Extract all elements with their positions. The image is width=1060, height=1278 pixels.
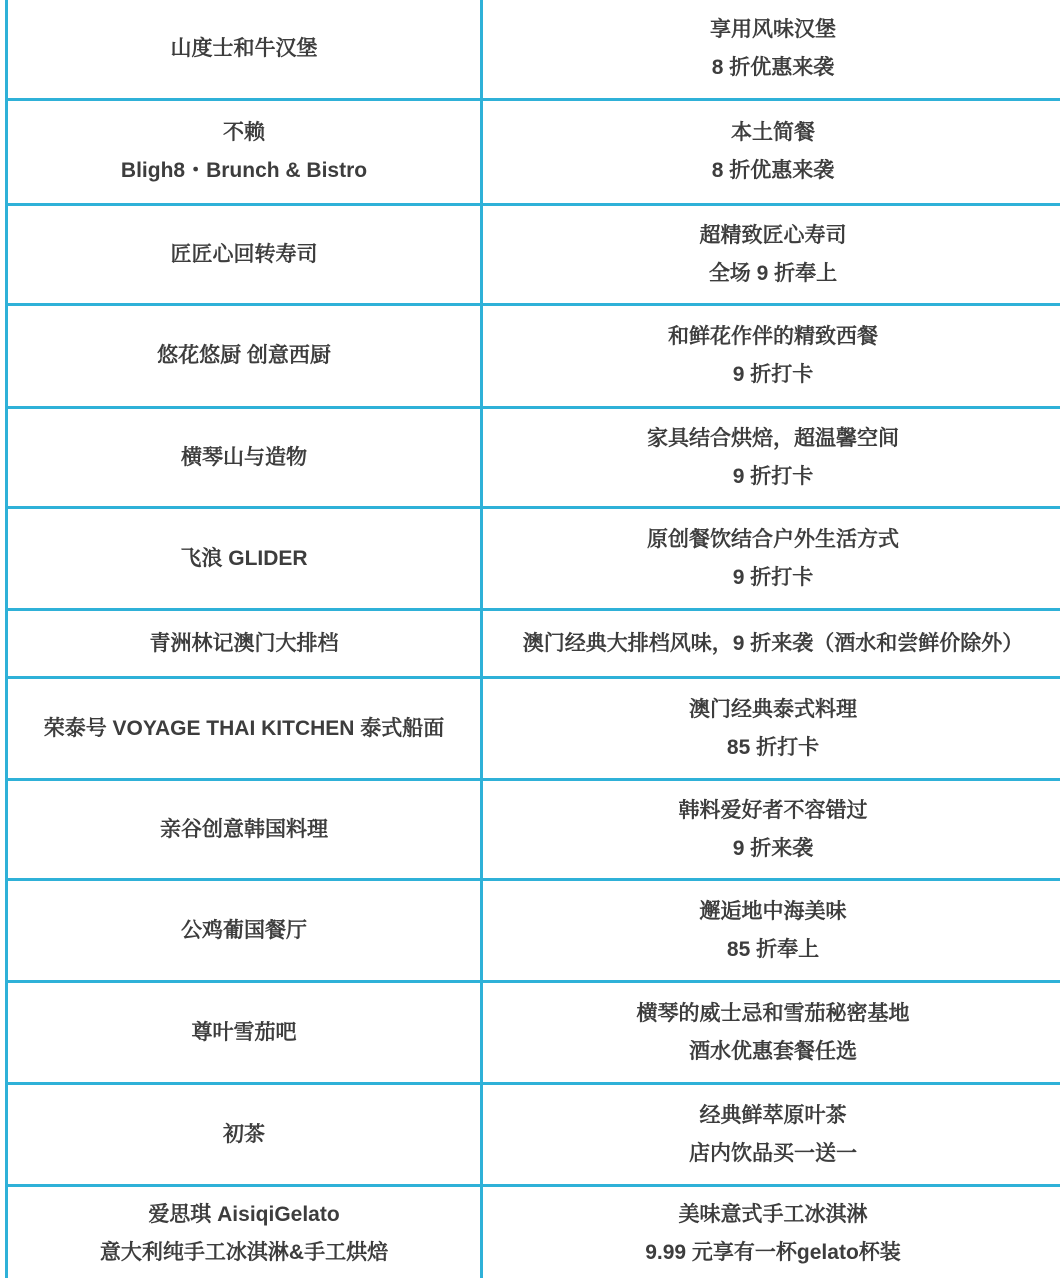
restaurant-name-line: 公鸡葡国餐厅 xyxy=(181,918,307,942)
offer-line: 9.99 元享有一杯gelato杯装 xyxy=(645,1240,901,1264)
offer-line: 85 折奉上 xyxy=(726,937,820,961)
offer-cell xyxy=(483,509,1060,608)
restaurant-name-line: 山度士和牛汉堡 xyxy=(170,37,318,60)
table-row xyxy=(8,1082,1060,1184)
restaurant-name-line: 荣泰号 VOYAGE THAI KITCHEN 泰式船面 xyxy=(43,716,445,740)
offer-line: 韩料爱好者不容错过 xyxy=(678,798,868,822)
restaurant-name-line: 横琴山与造物 xyxy=(181,445,307,469)
offer-line: 家具结合烘焙，超温馨空间 xyxy=(647,426,899,450)
offer-cell xyxy=(483,306,1060,406)
restaurant-name-line: Bligh8・Brunch & Bistro xyxy=(120,159,368,182)
table-row xyxy=(8,406,1060,506)
offer-cell xyxy=(483,679,1060,778)
restaurant-name-line: 尊叶雪茄吧 xyxy=(191,1020,297,1044)
table-row xyxy=(8,98,1060,203)
table-row xyxy=(8,0,1060,98)
offer-cell xyxy=(483,409,1060,506)
offer-cell xyxy=(483,206,1060,303)
offer-line: 超精致匠心寿司 xyxy=(699,223,847,247)
offer-cell xyxy=(483,983,1060,1082)
restaurant-name-cell xyxy=(8,881,483,980)
restaurant-name-cell xyxy=(8,409,483,506)
table-row xyxy=(8,676,1060,778)
offer-line: 享用风味汉堡 xyxy=(710,18,836,41)
restaurant-name-cell xyxy=(8,206,483,303)
table-row xyxy=(8,878,1060,980)
restaurant-name-cell xyxy=(8,781,483,878)
restaurant-name-cell xyxy=(8,509,483,608)
restaurant-name-cell xyxy=(8,1187,483,1278)
restaurant-name-line: 意大利纯手工冰淇淋&手工烘焙 xyxy=(99,1240,389,1264)
offer-line: 邂逅地中海美味 xyxy=(699,899,847,923)
offer-cell xyxy=(483,1187,1060,1278)
offer-line: 澳门经典大排档风味，9 折来袭（酒水和尝鲜价除外） xyxy=(522,631,1024,655)
offer-cell xyxy=(483,881,1060,980)
offer-line: 全场 9 折奉上 xyxy=(708,261,838,285)
restaurant-name-line: 亲谷创意韩国料理 xyxy=(160,817,328,841)
table-row xyxy=(8,203,1060,303)
restaurant-name-line: 悠花悠厨 创意西厨 xyxy=(157,344,331,367)
restaurant-name-line: 爱思琪 AisiqiGelato xyxy=(148,1202,340,1226)
offer-line: 酒水优惠套餐任选 xyxy=(689,1039,857,1063)
offer-line: 9 折来袭 xyxy=(732,836,814,860)
offer-cell xyxy=(483,0,1060,98)
table-row xyxy=(8,778,1060,878)
table-row xyxy=(8,303,1060,406)
restaurant-name-cell xyxy=(8,679,483,778)
offer-line: 横琴的威士忌和雪茄秘密基地 xyxy=(636,1001,910,1025)
offer-line: 8 折优惠来袭 xyxy=(711,56,835,79)
restaurant-name-cell xyxy=(8,1085,483,1184)
offer-line: 本土简餐 xyxy=(731,121,815,144)
table-row xyxy=(8,506,1060,608)
restaurant-name-line: 不赖 xyxy=(223,121,265,144)
table-row xyxy=(8,980,1060,1082)
restaurant-name-line: 青洲林记澳门大排档 xyxy=(149,631,339,655)
offer-line: 85 折打卡 xyxy=(726,735,820,759)
restaurant-name-cell xyxy=(8,0,483,98)
offer-line: 美味意式手工冰淇淋 xyxy=(678,1202,868,1226)
offer-line: 和鲜花作伴的精致西餐 xyxy=(668,325,878,348)
restaurant-name-cell xyxy=(8,101,483,203)
restaurant-name-cell xyxy=(8,306,483,406)
offer-line: 9 折打卡 xyxy=(732,363,814,386)
offer-line: 店内饮品买一送一 xyxy=(689,1141,857,1165)
restaurant-name-cell xyxy=(8,983,483,1082)
restaurant-name-line: 初茶 xyxy=(223,1122,265,1146)
offer-line: 澳门经典泰式料理 xyxy=(689,697,857,721)
table-row xyxy=(8,1184,1060,1278)
offer-cell xyxy=(483,611,1060,676)
offer-cell xyxy=(483,1085,1060,1184)
restaurant-offers-table xyxy=(5,0,1060,1278)
table-row xyxy=(8,608,1060,676)
offer-line: 原创餐饮结合户外生活方式 xyxy=(647,527,899,551)
offer-cell xyxy=(483,781,1060,878)
restaurant-name-cell xyxy=(8,611,483,676)
offer-line: 8 折优惠来袭 xyxy=(711,159,835,182)
offer-line: 9 折打卡 xyxy=(732,464,814,488)
offer-cell xyxy=(483,101,1060,203)
offer-line: 9 折打卡 xyxy=(732,565,814,589)
restaurant-name-line: 飞浪 GLIDER xyxy=(180,546,308,570)
restaurant-name-line: 匠匠心回转寿司 xyxy=(170,242,318,266)
offer-line: 经典鲜萃原叶茶 xyxy=(699,1103,847,1127)
